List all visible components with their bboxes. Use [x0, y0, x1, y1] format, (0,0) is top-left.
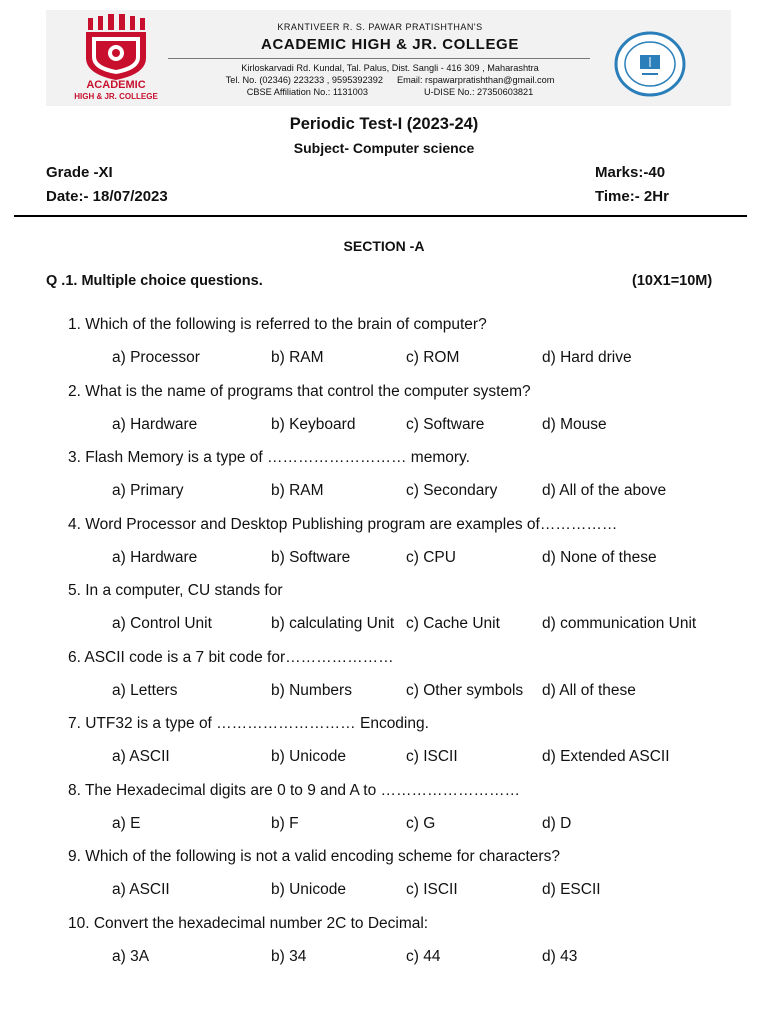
option-a: a) Processor	[112, 349, 200, 366]
option-c: c) Software	[406, 415, 485, 433]
option-a: a) E	[112, 814, 141, 832]
question-heading: Q .1. Multiple choice questions.	[46, 273, 263, 289]
option-a: a) ASCII	[112, 748, 170, 765]
option-d: d) communication Unit	[542, 615, 697, 632]
option-b: b) F	[271, 814, 299, 832]
option-a: a) Letters	[112, 681, 178, 699]
telephone: Tel. No. (02346) 223233 , 9595392392	[225, 75, 383, 85]
cbse-affiliation: CBSE Affiliation No.: 1131003	[246, 87, 368, 97]
cbse-seal-icon	[612, 30, 688, 98]
question-text: 10. Convert the hexadecimal number 2C to Decimal:	[68, 914, 429, 932]
header-rule	[14, 215, 747, 217]
option-c: c) CPU	[406, 548, 456, 566]
email: Email: rspawarpratishthan@gmail.com	[396, 75, 555, 85]
option-d: d) Extended ASCII	[542, 748, 670, 765]
trust-name: KRANTIVEER R. S. PAWAR PRATISHTHAN'S	[277, 22, 483, 32]
logo-caption-line2: HIGH & JR. COLLEGE	[74, 92, 158, 101]
option-a: a) Control Unit	[112, 615, 212, 632]
option-b: b) RAM	[271, 349, 324, 366]
option-c: c) ISCII	[406, 881, 458, 898]
option-b: b) RAM	[271, 482, 324, 499]
option-c: c) Other symbols	[406, 681, 524, 699]
option-c: c) ISCII	[406, 748, 458, 765]
option-c: c) G	[406, 814, 436, 832]
option-b: b) Software	[271, 548, 351, 566]
option-b: b) Unicode	[271, 748, 346, 765]
question-text: 8. The Hexadecimal digits are 0 to 9 and A to ………………………	[68, 781, 520, 799]
question-text: 5. In a computer, CU stands for	[68, 582, 283, 599]
option-d: d) Hard drive	[542, 349, 632, 366]
header-divider	[168, 58, 590, 59]
date-label: Date:- 18/07/2023	[46, 188, 168, 205]
option-a: a) Hardware	[112, 548, 198, 566]
option-d: d) D	[542, 814, 572, 832]
option-d: d) All of these	[542, 681, 636, 699]
option-c: c) 44	[406, 947, 441, 965]
option-c: c) ROM	[406, 349, 460, 366]
exam-title: Periodic Test-I (2023-24)	[289, 115, 479, 133]
option-d: d) Mouse	[542, 415, 607, 433]
question-text: 3. Flash Memory is a type of ……………………… memory.	[68, 449, 470, 466]
question-text: 6. ASCII code is a 7 bit code for…………………	[68, 648, 394, 666]
logo-caption	[70, 80, 162, 102]
time-label: Time:- 2Hr	[595, 188, 669, 205]
option-c: c) Cache Unit	[406, 615, 500, 632]
option-d: d) None of these	[542, 548, 657, 566]
option-b: b) 34	[271, 947, 307, 965]
contact-row	[180, 74, 600, 86]
option-b: b) calculating Unit	[271, 615, 395, 632]
address-line: Kirloskarvadi Rd. Kundal, Tal. Palus, Dist. Sangli - 416 309 , Maharashtra	[241, 63, 539, 73]
section-heading: SECTION -A	[343, 238, 425, 254]
option-c: c) Secondary	[406, 482, 498, 499]
question-text: 9. Which of the following is not a valid encoding scheme for characters?	[68, 848, 560, 865]
option-a: a) Hardware	[112, 415, 198, 433]
question-text: 7. UTF32 is a type of ……………………… Encoding.	[68, 715, 429, 732]
udise-number: U-DISE No.: 27350603821	[423, 87, 534, 97]
option-a: a) ASCII	[112, 881, 170, 898]
option-b: b) Numbers	[271, 681, 352, 699]
option-a: a) Primary	[112, 482, 184, 499]
marks-label: Marks:-40	[595, 164, 666, 181]
question-marks: (10X1=10M)	[632, 273, 713, 289]
option-d: d) All of the above	[542, 482, 667, 499]
logo-caption-line1: ACADEMIC	[86, 79, 146, 91]
question-text: 1. Which of the following is referred to the brain of computer?	[68, 316, 487, 333]
college-name: ACADEMIC HIGH & JR. COLLEGE	[261, 36, 519, 53]
question-text: 2. What is the name of programs that control the computer system?	[68, 382, 531, 400]
option-d: d) 43	[542, 947, 578, 965]
affiliation-row	[180, 86, 600, 98]
option-b: b) Keyboard	[271, 415, 356, 433]
option-a: a) 3A	[112, 947, 150, 965]
question-text: 4. Word Processor and Desktop Publishing program are examples of……………	[68, 515, 618, 533]
grade-label: Grade -XI	[46, 164, 113, 181]
option-b: b) Unicode	[271, 881, 346, 898]
exam-subject: Subject- Computer science	[293, 140, 475, 156]
address-block	[180, 62, 600, 98]
option-d: d) ESCII	[542, 881, 601, 898]
